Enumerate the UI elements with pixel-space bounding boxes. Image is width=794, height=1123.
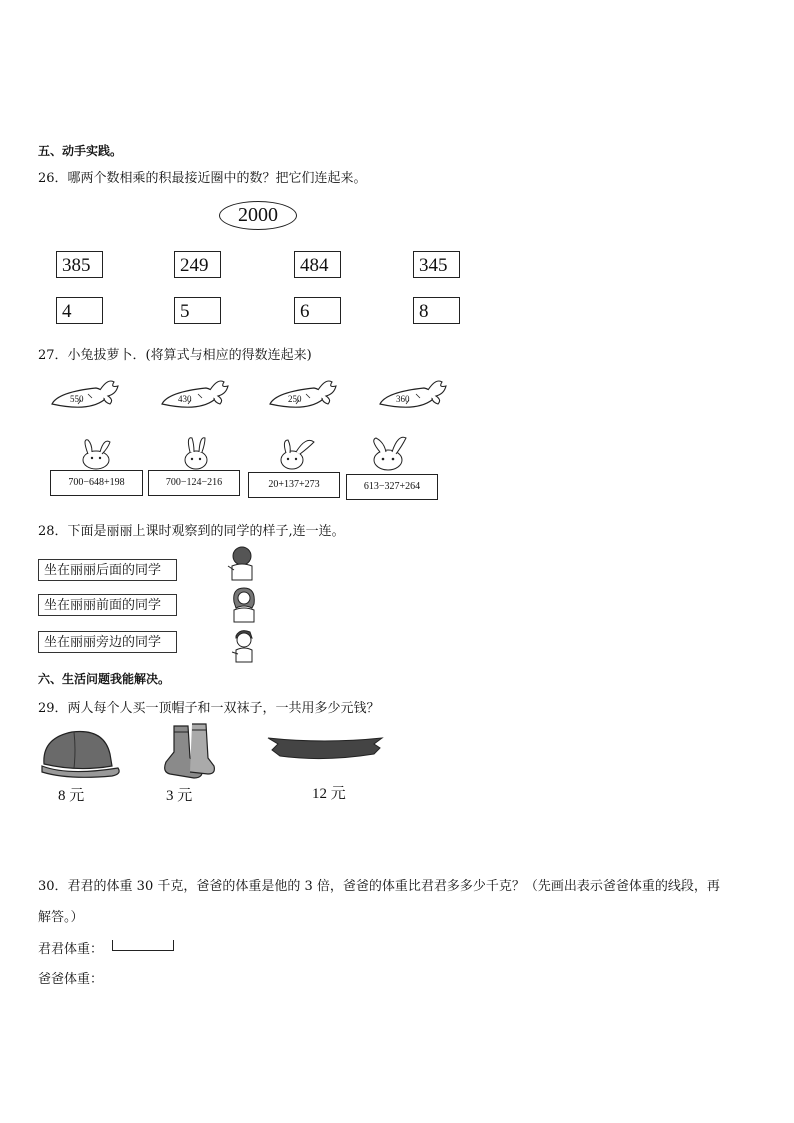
carrot-icon — [158, 374, 232, 416]
question-26-text: 26．哪两个数相乘的积最接近圈中的数？把它们连起来。 — [38, 171, 367, 186]
dad-weight-label: 爸爸体重： — [38, 972, 104, 987]
price-scarf: 12 元 — [312, 786, 346, 802]
carrot-icon — [266, 374, 340, 416]
student-back-icon[interactable] — [226, 546, 256, 586]
carrot-icon — [48, 374, 122, 416]
question-30-line2: 解答。） — [38, 910, 84, 925]
student-side-icon[interactable] — [228, 628, 258, 668]
position-label[interactable]: 坐在丽丽后面的同学 — [38, 559, 177, 581]
price-hat: 8 元 — [58, 788, 85, 804]
bottom-number-box[interactable]: 8 — [413, 297, 460, 324]
circled-number: 2000 — [219, 201, 297, 230]
section-title-6: 六、生活问题我能解决。 — [38, 672, 171, 686]
bottom-number-box[interactable]: 6 — [294, 297, 341, 324]
carrot[interactable] — [158, 374, 232, 416]
rabbit-icon — [366, 434, 412, 476]
rabbit-icon — [74, 436, 118, 474]
junjun-weight-segment — [112, 940, 174, 951]
carrot[interactable] — [376, 374, 450, 416]
expression-card[interactable]: 613−327+264 — [346, 474, 438, 500]
question-27-text: 27．小兔拔萝卜．(将算式与相应的得数连起来) — [38, 348, 312, 363]
question-29-text: 29．两人每个人买一顶帽子和一双袜子，一共用多少元钱？ — [38, 701, 380, 716]
question-30-line1: 30．君君的体重 30 千克，爸爸的体重是他的 3 倍，爸爸的体重比君君多多少千克？（先画出表示爸爸体重的线段，再 — [38, 879, 720, 894]
expression-card[interactable]: 700−124−216 — [148, 470, 240, 496]
scarf-icon — [264, 734, 384, 768]
position-label[interactable]: 坐在丽丽前面的同学 — [38, 594, 177, 616]
junjun-weight-label: 君君体重： — [38, 942, 104, 957]
position-label[interactable]: 坐在丽丽旁边的同学 — [38, 631, 177, 653]
carrot[interactable] — [48, 374, 122, 416]
student-front-icon[interactable] — [228, 586, 258, 628]
carrot[interactable] — [266, 374, 340, 416]
carrot-value: 250 — [288, 394, 302, 404]
carrot-value: 360 — [396, 394, 410, 404]
top-number-box[interactable]: 385 — [56, 251, 103, 278]
bottom-number-box[interactable]: 5 — [174, 297, 221, 324]
question-28-text: 28．下面是丽丽上课时观察到的同学的样子,连一连。 — [38, 524, 345, 539]
carrot-value: 550 — [70, 394, 84, 404]
top-number-box[interactable]: 484 — [294, 251, 341, 278]
carrot-icon — [376, 374, 450, 416]
expression-card[interactable]: 700−648+198 — [50, 470, 143, 496]
top-number-box[interactable]: 249 — [174, 251, 221, 278]
top-number-box[interactable]: 345 — [413, 251, 460, 278]
section-title-5: 五、动手实践。 — [38, 144, 123, 158]
socks-icon — [144, 722, 216, 788]
hat-icon — [38, 724, 124, 784]
expression-card[interactable]: 20+137+273 — [248, 472, 340, 498]
price-socks: 3 元 — [166, 788, 193, 804]
bottom-number-box[interactable]: 4 — [56, 297, 103, 324]
rabbit-icon — [272, 436, 318, 474]
carrot-value: 430 — [178, 394, 192, 404]
dad-weight-drawing-area[interactable] — [112, 966, 412, 986]
rabbit-icon — [174, 436, 218, 474]
